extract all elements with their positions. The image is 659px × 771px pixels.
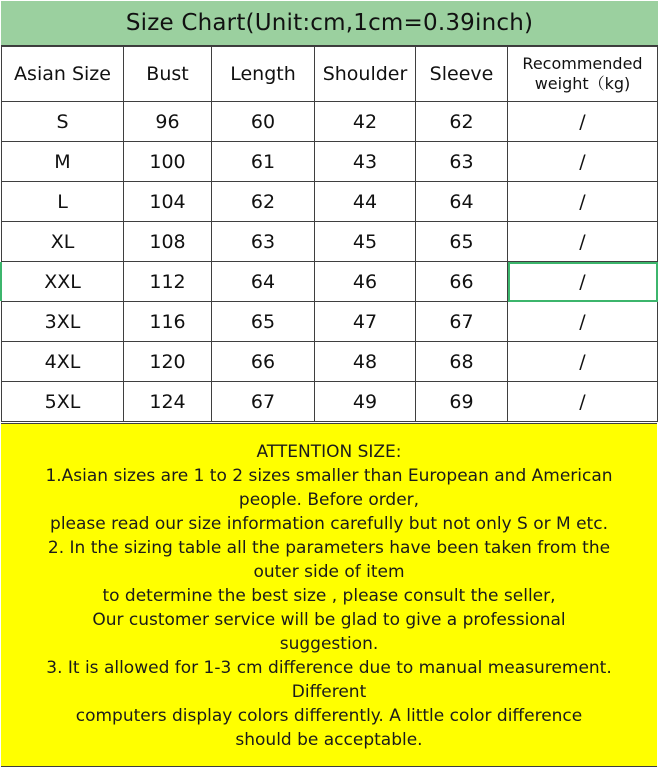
cell-length[interactable]: 63 — [212, 222, 315, 262]
cell-shoulder[interactable]: 45 — [315, 222, 416, 262]
table-row — [2, 342, 658, 382]
header-sleeve[interactable]: Sleeve — [416, 47, 508, 102]
cell-bust[interactable]: 100 — [124, 142, 212, 182]
cell-size[interactable]: M — [2, 142, 124, 182]
cell-sleeve[interactable]: 62 — [416, 102, 508, 142]
cell-size[interactable]: 3XL — [2, 302, 124, 342]
notice-line: should be acceptable. — [235, 730, 423, 750]
cell-length[interactable]: 65 — [212, 302, 315, 342]
notice-line: Our customer service will be glad to give a professional — [92, 610, 566, 630]
notice-line: 2. In the sizing table all the parameters have been taken from the — [47, 538, 611, 558]
header-asian-size[interactable]: Asian Size — [2, 47, 124, 102]
size-table — [1, 46, 658, 422]
cell-bust[interactable]: 124 — [124, 382, 212, 422]
cell-length[interactable]: 61 — [212, 142, 315, 182]
cell-shoulder[interactable]: 49 — [315, 382, 416, 422]
cell-weight[interactable]: / — [508, 142, 658, 182]
header-bust[interactable]: Bust — [124, 47, 212, 102]
cell-size[interactable]: XXL — [2, 262, 124, 302]
cell-length[interactable]: 60 — [212, 102, 315, 142]
cell-sleeve[interactable]: 66 — [416, 262, 508, 302]
size-chart-title: Size Chart(Unit:cm,1cm=0.39inch) — [1, 1, 658, 46]
cell-bust[interactable]: 96 — [124, 102, 212, 142]
attention-notice — [1, 423, 657, 767]
cell-shoulder[interactable]: 42 — [315, 102, 416, 142]
cell-weight[interactable]: / — [508, 102, 658, 142]
cell-weight[interactable]: / — [508, 382, 658, 422]
notice-line: people. Before order, — [238, 490, 420, 510]
cell-size[interactable]: S — [2, 102, 124, 142]
cell-shoulder[interactable]: 48 — [315, 342, 416, 382]
cell-bust[interactable]: 112 — [124, 262, 212, 302]
cell-weight[interactable]: / — [508, 222, 658, 262]
table-row — [2, 222, 658, 262]
table-header-row — [2, 47, 658, 102]
cell-length[interactable]: 62 — [212, 182, 315, 222]
cell-sleeve[interactable]: 64 — [416, 182, 508, 222]
cell-bust[interactable]: 120 — [124, 342, 212, 382]
notice-line: to determine the best size , please consult the seller, — [102, 586, 556, 606]
cell-weight[interactable]: / — [508, 342, 658, 382]
notice-line: suggestion. — [279, 634, 379, 654]
notice-line: Different — [291, 682, 367, 702]
cell-length[interactable]: 67 — [212, 382, 315, 422]
cell-shoulder[interactable]: 43 — [315, 142, 416, 182]
header-recommended-line1: Recommended — [522, 54, 643, 73]
cell-shoulder[interactable]: 47 — [315, 302, 416, 342]
cell-size[interactable]: 5XL — [2, 382, 124, 422]
table-row-selected — [2, 262, 658, 302]
table-row — [2, 382, 658, 422]
cell-shoulder[interactable]: 46 — [315, 262, 416, 302]
cell-shoulder[interactable]: 44 — [315, 182, 416, 222]
table-row — [2, 102, 658, 142]
selected-row-marker — [0, 262, 2, 301]
header-recommended-weight[interactable] — [508, 47, 658, 102]
cell-weight[interactable]: / — [508, 182, 658, 222]
cell-length[interactable]: 66 — [212, 342, 315, 382]
header-shoulder[interactable]: Shoulder — [315, 47, 416, 102]
table-row — [2, 142, 658, 182]
cell-bust[interactable]: 108 — [124, 222, 212, 262]
cell-sleeve[interactable]: 69 — [416, 382, 508, 422]
cell-sleeve[interactable]: 68 — [416, 342, 508, 382]
cell-bust[interactable]: 104 — [124, 182, 212, 222]
notice-line: computers display colors differently. A little color difference — [75, 706, 583, 726]
table-row — [2, 302, 658, 342]
header-length[interactable]: Length — [212, 47, 315, 102]
table-row — [2, 182, 658, 222]
cell-size[interactable]: XL — [2, 222, 124, 262]
cell-bust[interactable]: 116 — [124, 302, 212, 342]
cell-sleeve[interactable]: 63 — [416, 142, 508, 182]
notice-line: 3. It is allowed for 1-3 cm difference due to manual measurement. — [46, 658, 612, 678]
cell-sleeve[interactable]: 65 — [416, 222, 508, 262]
cell-size[interactable]: 4XL — [2, 342, 124, 382]
cell-length[interactable]: 64 — [212, 262, 315, 302]
cell-sleeve[interactable]: 67 — [416, 302, 508, 342]
cell-size[interactable]: L — [2, 182, 124, 222]
header-recommended-line2: weight（kg) — [534, 74, 631, 93]
notice-line: 1.Asian sizes are 1 to 2 sizes smaller than European and American — [45, 466, 613, 486]
cell-weight-selected[interactable]: / — [508, 262, 658, 302]
cell-weight[interactable]: / — [508, 302, 658, 342]
notice-heading: ATTENTION SIZE: — [256, 442, 402, 462]
notice-line: please read our size information carefully but not only S or M etc. — [50, 514, 608, 534]
notice-line: outer side of item — [253, 562, 405, 582]
